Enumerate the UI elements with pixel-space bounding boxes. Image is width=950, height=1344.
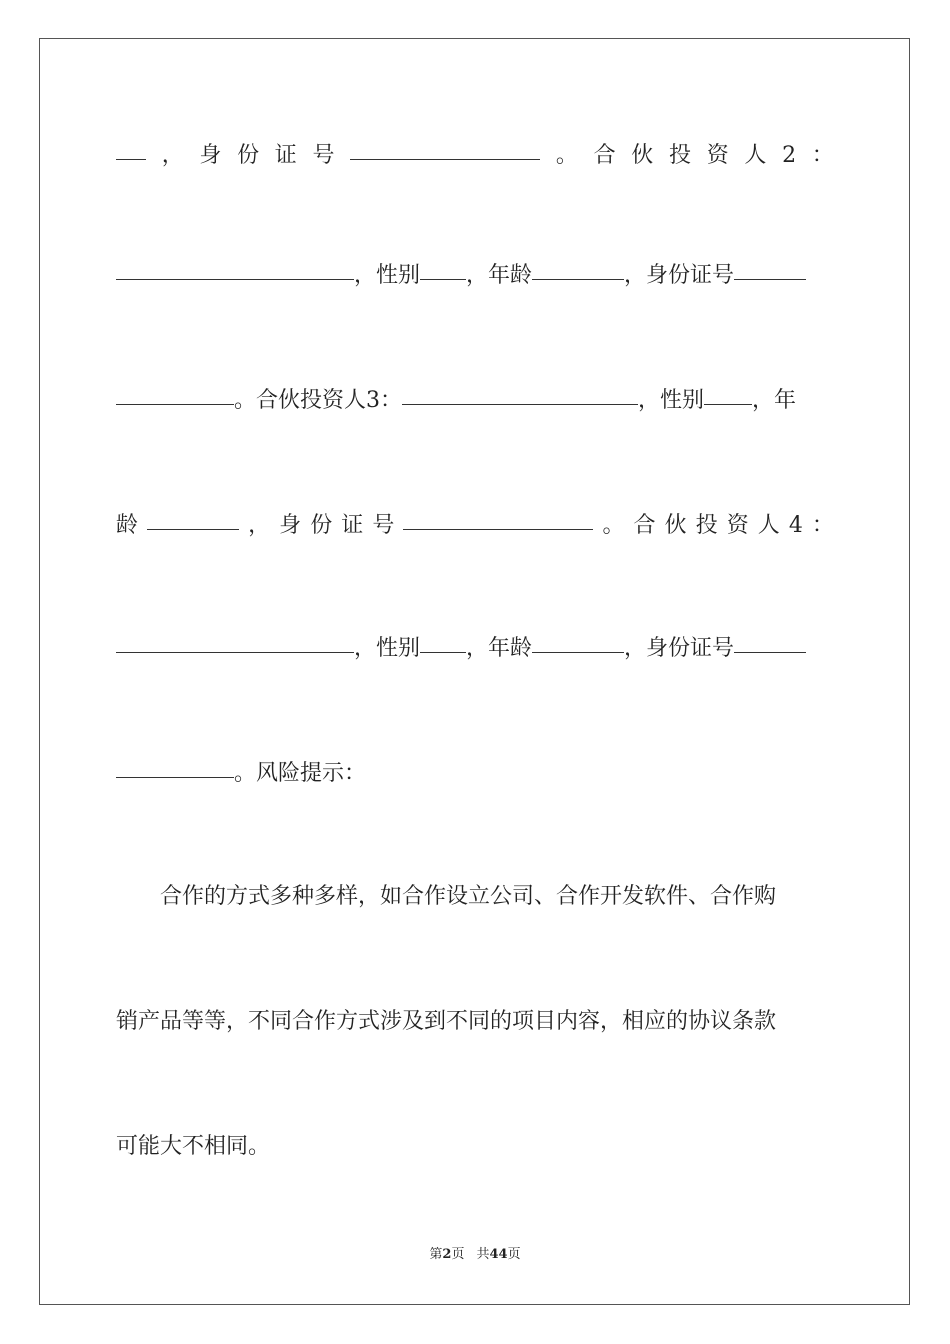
text-fragment: 。风险提示： — [234, 761, 367, 786]
text-fragment: 份 — [237, 143, 260, 168]
text-fragment: ， — [248, 513, 271, 538]
text-fragment: ，年龄 — [466, 636, 533, 661]
id-number-blank — [116, 380, 234, 405]
age-blank — [532, 255, 624, 280]
id-number-blank — [403, 505, 593, 530]
text-fragment: 。合伙投资人3： — [234, 388, 402, 413]
text-fragment: ，性别 — [354, 263, 421, 288]
text-fragment: 号 — [372, 513, 395, 538]
text-fragment: 份 — [310, 513, 333, 538]
gender-blank — [704, 380, 752, 405]
name-blank — [116, 255, 354, 280]
text-fragment: 伙 — [631, 143, 654, 168]
text-fragment: ，性别 — [638, 388, 705, 413]
text-fragment: ，身份证号 — [624, 636, 735, 661]
text-fragment: ，身份证号 — [624, 263, 735, 288]
text-fragment: 2 — [782, 143, 797, 168]
text-fragment: 资 — [706, 143, 729, 168]
age-blank — [147, 505, 239, 530]
text-fragment: ，性别 — [354, 636, 421, 661]
text-fragment: 人 — [744, 143, 767, 168]
text-fragment: ， — [161, 143, 184, 168]
text-fragment: 伙 — [664, 513, 687, 538]
gender-blank — [420, 255, 466, 280]
text-fragment: 投 — [695, 513, 718, 538]
doc-line-3 — [116, 382, 834, 416]
text-fragment: 。 — [602, 513, 625, 538]
page-footer — [0, 1245, 950, 1265]
text-fragment: 投 — [669, 143, 692, 168]
name-blank — [116, 628, 354, 653]
page-border — [39, 38, 910, 1305]
doc-line-4 — [116, 507, 834, 541]
page-unit: 页 — [451, 1247, 465, 1262]
text-fragment: 身 — [199, 143, 222, 168]
total-prefix: 共 — [476, 1247, 490, 1262]
text-fragment: ，年龄 — [466, 263, 533, 288]
text-fragment: 身 — [279, 513, 302, 538]
text-fragment: 合 — [633, 513, 656, 538]
doc-line-2 — [116, 257, 834, 291]
id-number-blank — [734, 255, 806, 280]
text-fragment: ： — [811, 143, 834, 168]
text-fragment: ： — [811, 513, 834, 538]
page-number: 2 — [442, 1247, 452, 1262]
total-unit: 页 — [507, 1247, 521, 1262]
text-fragment: 。 — [555, 143, 578, 168]
id-number-blank — [734, 628, 806, 653]
name-blank — [402, 380, 638, 405]
doc-line-1 — [116, 137, 834, 171]
id-number-blank — [350, 135, 540, 160]
total-pages: 44 — [489, 1247, 508, 1262]
text-fragment: 号 — [312, 143, 335, 168]
text-fragment: 4 — [788, 513, 803, 538]
text-fragment: ，年 — [752, 388, 797, 413]
page-prefix: 第 — [429, 1247, 443, 1262]
id-number-blank — [116, 753, 234, 778]
text-fragment: 龄 — [116, 513, 139, 538]
doc-line-5 — [116, 630, 834, 664]
gender-blank — [420, 628, 466, 653]
text-fragment: 证 — [341, 513, 364, 538]
text-fragment: 合 — [593, 143, 616, 168]
paragraph-line-3: 可能大不相同。 — [116, 1134, 271, 1159]
text-fragment: 资 — [726, 513, 749, 538]
paragraph-line-1: 合作的方式多种多样，如合作设立公司、合作开发软件、合作购 — [160, 884, 777, 909]
paragraph-line-2: 销产品等等，不同合作方式涉及到不同的项目内容，相应的协议条款 — [116, 1009, 777, 1034]
text-fragment: 人 — [757, 513, 780, 538]
blank-field — [116, 135, 146, 160]
doc-line-6 — [116, 755, 834, 789]
age-blank — [532, 628, 624, 653]
text-fragment: 证 — [274, 143, 297, 168]
